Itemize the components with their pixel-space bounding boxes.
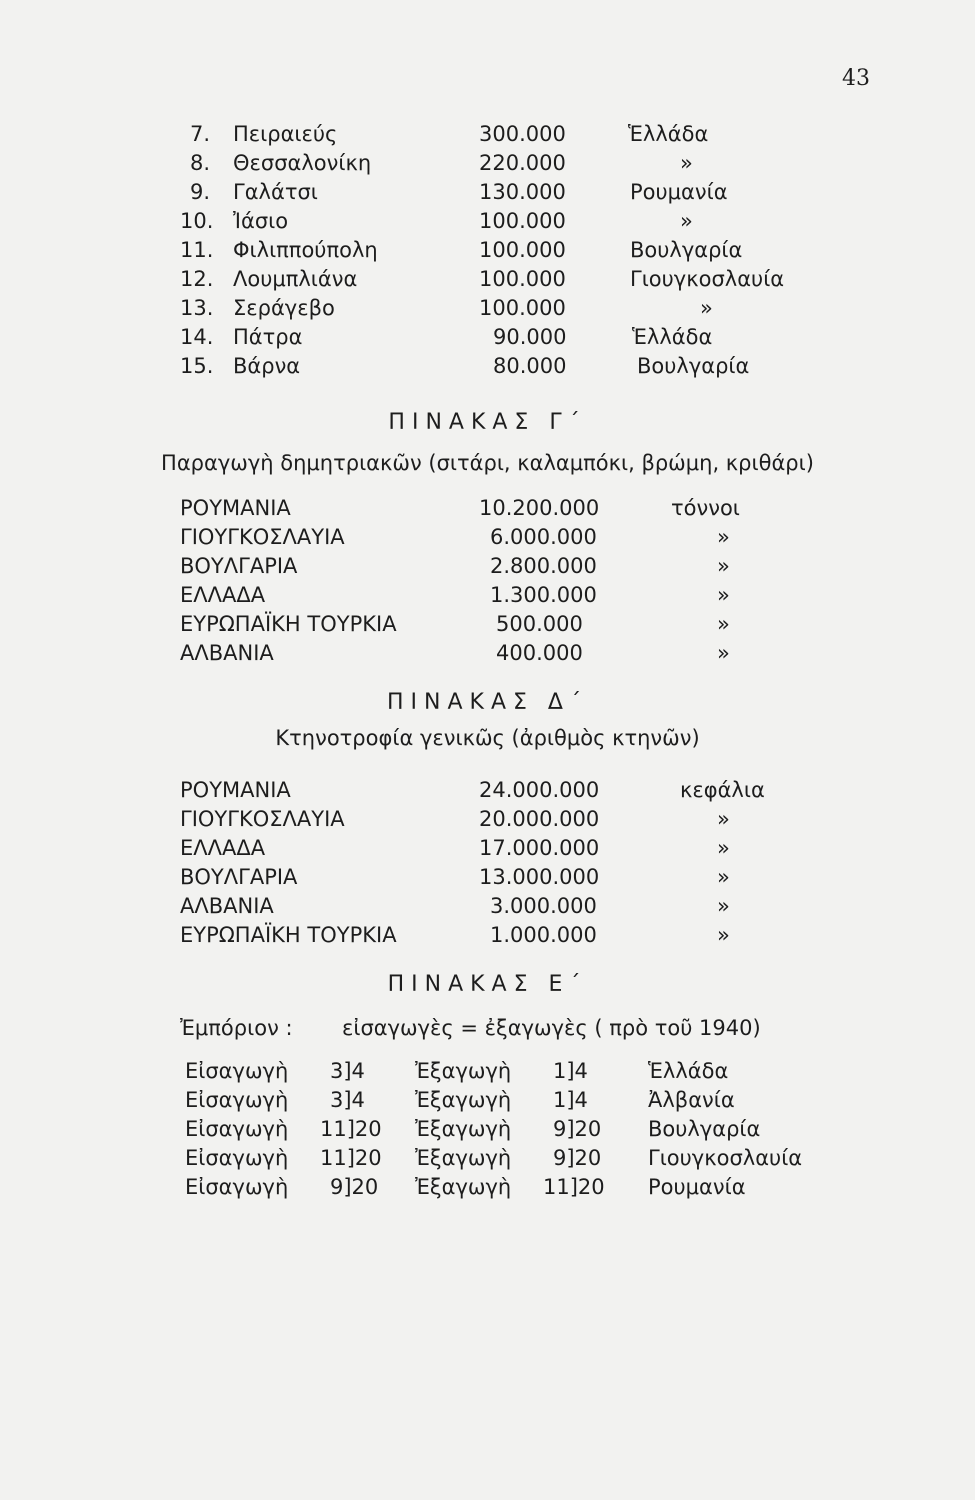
page-number: 43 <box>842 66 870 91</box>
city-name: Πειραιεύς <box>233 122 338 146</box>
value-cell: 1.000.000 <box>490 923 597 947</box>
country-cell: ΕΛΛΑΔΑ <box>180 583 266 607</box>
country-cell: ΓΙΟΥΓΚΟΣΛΑΥΙΑ <box>180 807 345 831</box>
export-share: 9]20 <box>553 1117 602 1141</box>
city-name: Πάτρα <box>233 325 303 349</box>
import-share: 9]20 <box>330 1175 379 1199</box>
city-num: 15. <box>180 354 214 378</box>
city-country: Ἑλλάδα <box>628 122 709 146</box>
city-pop: 300.000 <box>479 122 566 146</box>
table-g-title: ΠΙΝΑΚΑΣ Γ΄ <box>388 410 587 435</box>
country-cell: ΕΛΛΑΔΑ <box>180 836 266 860</box>
country-cell: ΑΛΒΑΝΙΑ <box>180 641 274 665</box>
city-name: Γαλάτσι <box>233 180 318 204</box>
value-cell: 24.000.000 <box>479 778 600 802</box>
value-cell: 17.000.000 <box>479 836 600 860</box>
trade-country: Ἑλλάδα <box>648 1059 729 1083</box>
city-country: Βουλγαρία <box>637 354 750 378</box>
city-num: 10. <box>180 209 214 233</box>
city-num: 12. <box>180 267 214 291</box>
export-label: Ἐξαγωγὴ <box>415 1175 512 1199</box>
city-country: Ρουμανία <box>630 180 728 204</box>
city-country: » <box>680 209 693 233</box>
value-cell: 500.000 <box>496 612 583 636</box>
ditto-mark: » <box>717 583 730 607</box>
export-label: Ἐξαγωγὴ <box>415 1059 512 1083</box>
city-pop: 100.000 <box>479 267 566 291</box>
import-label: Εἰσαγωγὴ <box>185 1088 289 1112</box>
ditto-mark: » <box>717 894 730 918</box>
city-pop: 220.000 <box>479 151 566 175</box>
import-label: Εἰσαγωγὴ <box>185 1117 289 1141</box>
country-cell: ΕΥΡΩΠΑΪΚΗ ΤΟΥΡΚΙΑ <box>180 612 397 636</box>
city-name: Βάρνα <box>233 354 301 378</box>
value-cell: 400.000 <box>496 641 583 665</box>
ditto-mark: » <box>717 923 730 947</box>
city-country: Γιουγκοσλαυία <box>630 267 785 291</box>
value-cell: 20.000.000 <box>479 807 600 831</box>
country-cell: ΒΟΥΛΓΑΡΙΑ <box>180 865 298 889</box>
import-label: Εἰσαγωγὴ <box>185 1059 289 1083</box>
city-country: » <box>700 296 713 320</box>
city-pop: 90.000 <box>493 325 567 349</box>
city-num: 8. <box>190 151 211 175</box>
export-label: Ἐξαγωγὴ <box>415 1146 512 1170</box>
country-cell: ΓΙΟΥΓΚΟΣΛΑΥΙΑ <box>180 525 345 549</box>
city-name: Ἰάσιο <box>233 209 289 233</box>
city-pop: 80.000 <box>493 354 567 378</box>
ditto-mark: » <box>717 525 730 549</box>
city-country: Ἑλλάδα <box>632 325 713 349</box>
ditto-mark: » <box>717 554 730 578</box>
city-num: 7. <box>190 122 211 146</box>
city-country: Βουλγαρία <box>630 238 743 262</box>
export-share: 1]4 <box>553 1059 588 1083</box>
trade-country: Ἀλβανία <box>648 1088 735 1112</box>
import-share: 3]4 <box>330 1088 365 1112</box>
trade-label: Ἐμπόριον : <box>180 1016 293 1040</box>
city-num: 14. <box>180 325 214 349</box>
ditto-mark: » <box>717 836 730 860</box>
import-share: 11]20 <box>320 1146 382 1170</box>
city-pop: 100.000 <box>479 238 566 262</box>
city-pop: 100.000 <box>479 209 566 233</box>
ditto-mark: » <box>717 641 730 665</box>
country-cell: ΒΟΥΛΓΑΡΙΑ <box>180 554 298 578</box>
table-d-subtitle: Κτηνοτροφία γενικῶς (ἀριθμὸς κτηνῶν) <box>275 726 700 750</box>
value-cell: 6.000.000 <box>490 525 597 549</box>
value-cell: 13.000.000 <box>479 865 600 889</box>
country-cell: ΡΟΥΜΑΝΙΑ <box>180 778 291 802</box>
import-share: 11]20 <box>320 1117 382 1141</box>
export-share: 9]20 <box>553 1146 602 1170</box>
city-name: Θεσσαλονίκη <box>233 151 372 175</box>
city-num: 13. <box>180 296 214 320</box>
value-cell: 2.800.000 <box>490 554 597 578</box>
city-name: Σεράγεβο <box>233 296 335 320</box>
city-pop: 100.000 <box>479 296 566 320</box>
city-pop: 130.000 <box>479 180 566 204</box>
import-label: Εἰσαγωγὴ <box>185 1175 289 1199</box>
country-cell: ΡΟΥΜΑΝΙΑ <box>180 496 291 520</box>
export-label: Ἐξαγωγὴ <box>415 1088 512 1112</box>
city-country: » <box>680 151 693 175</box>
city-name: Φιλιππούπολη <box>233 238 378 262</box>
unit-cell: κεφάλια <box>680 778 765 802</box>
country-cell: ΕΥΡΩΠΑΪΚΗ ΤΟΥΡΚΙΑ <box>180 923 397 947</box>
trade-description: εἰσαγωγὲς = ἐξαγωγὲς ( πρὸ τοῦ 1940) <box>342 1016 761 1040</box>
ditto-mark: » <box>717 807 730 831</box>
export-share: 1]4 <box>553 1088 588 1112</box>
unit-cell: τόννοι <box>671 496 740 520</box>
trade-country: Βουλγαρία <box>648 1117 761 1141</box>
value-cell: 1.300.000 <box>490 583 597 607</box>
country-cell: ΑΛΒΑΝΙΑ <box>180 894 274 918</box>
import-label: Εἰσαγωγὴ <box>185 1146 289 1170</box>
table-e-title: ΠΙΝΑΚΑΣ Ε΄ <box>387 972 588 997</box>
city-num: 9. <box>190 180 211 204</box>
export-label: Ἐξαγωγὴ <box>415 1117 512 1141</box>
trade-country: Γιουγκοσλαυία <box>648 1146 803 1170</box>
city-num: 11. <box>180 238 214 262</box>
value-cell: 3.000.000 <box>490 894 597 918</box>
ditto-mark: » <box>717 612 730 636</box>
city-name: Λουμπλιάνα <box>233 267 358 291</box>
import-share: 3]4 <box>330 1059 365 1083</box>
value-cell: 10.200.000 <box>479 496 600 520</box>
ditto-mark: » <box>717 865 730 889</box>
export-share: 11]20 <box>543 1175 605 1199</box>
table-g-subtitle: Παραγωγὴ δημητριακῶν (σιτάρι, καλαμπόκι, βρώμη, κριθάρι) <box>161 451 814 475</box>
trade-country: Ρουμανία <box>648 1175 746 1199</box>
table-d-title: ΠΙΝΑΚΑΣ Δ΄ <box>387 690 588 715</box>
